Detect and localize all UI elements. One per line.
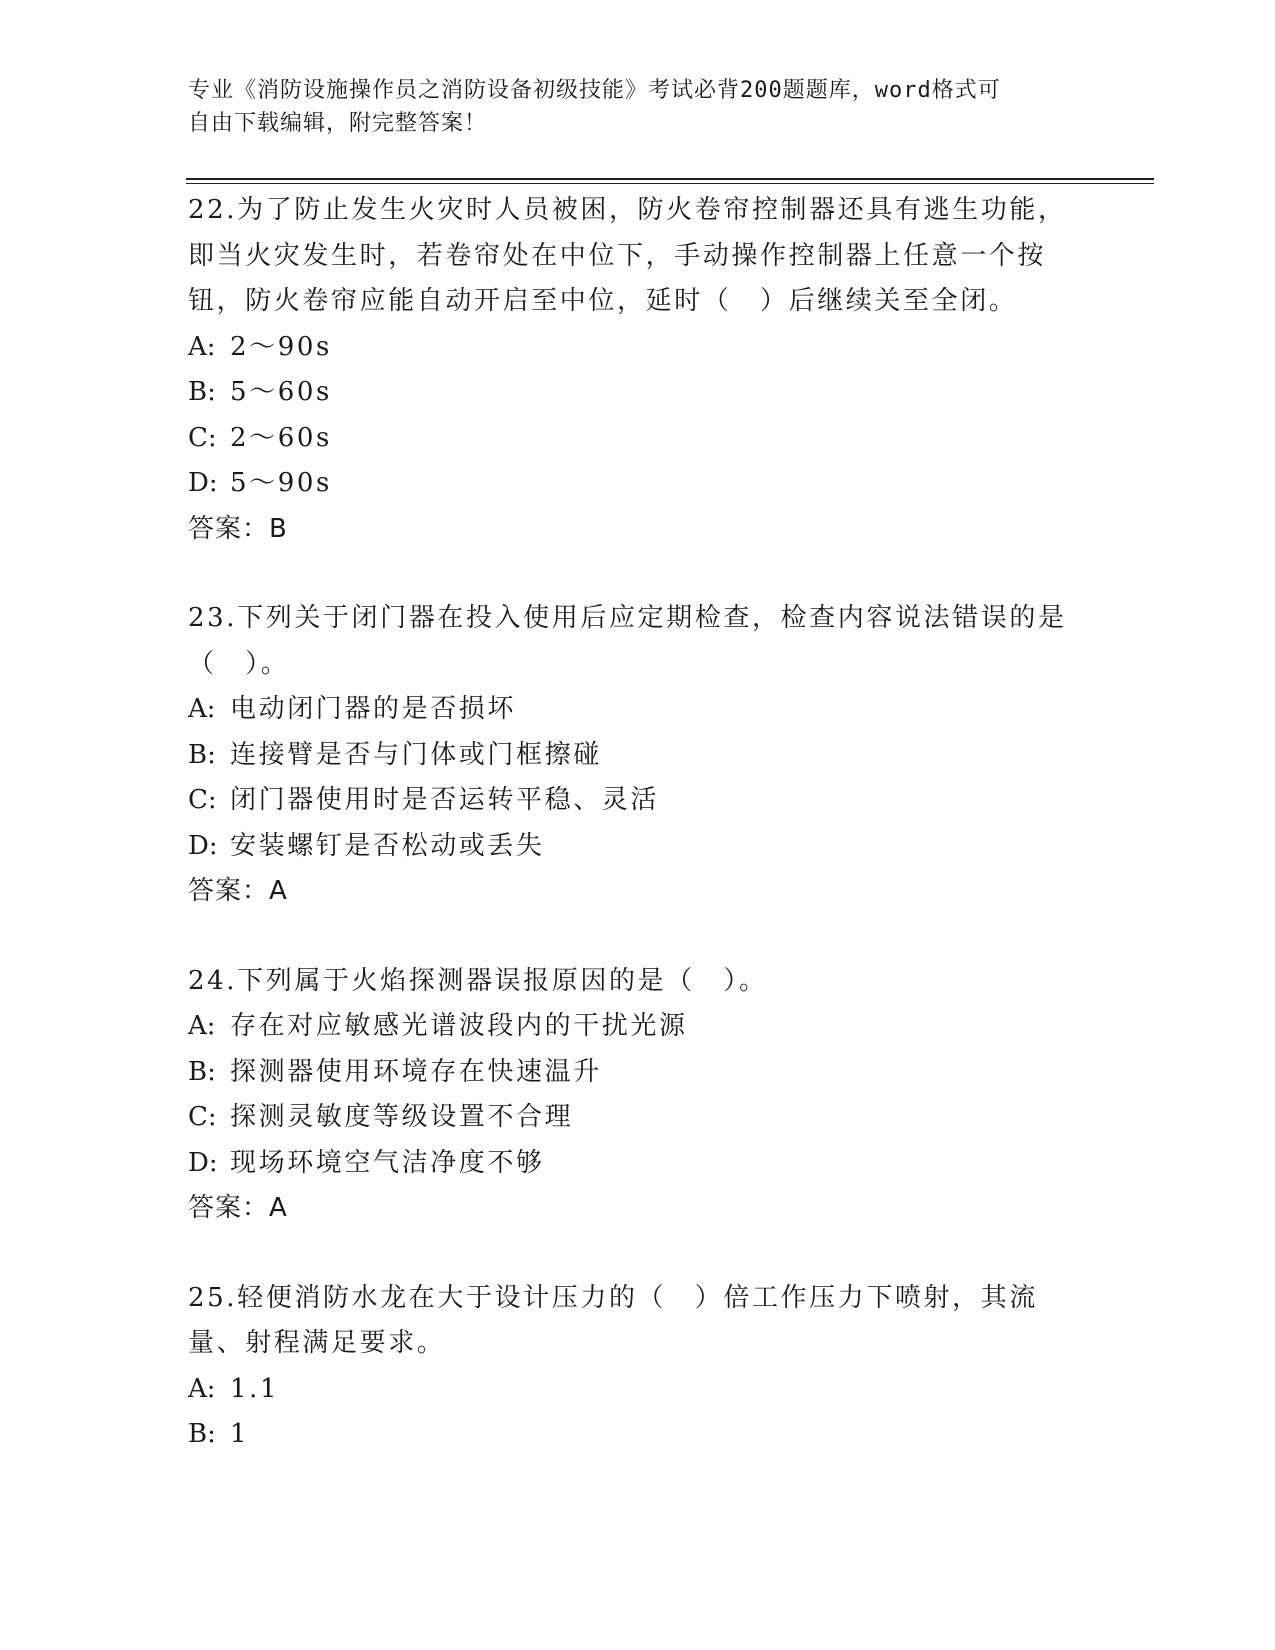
document-header xyxy=(188,74,1088,140)
option-a xyxy=(188,687,1088,733)
option-key: A: xyxy=(188,694,216,724)
option-a xyxy=(188,1367,1088,1413)
option-c xyxy=(188,778,1088,824)
option-text: 连接臂是否与门体或门框擦碰 xyxy=(230,739,602,770)
option-key: C: xyxy=(188,785,217,815)
option-text: 2～90s xyxy=(230,331,332,362)
option-key: B: xyxy=(188,377,216,407)
option-text: 闭门器使用时是否运转平稳、灵活 xyxy=(230,785,660,815)
option-key: A: xyxy=(188,331,216,362)
question-stem: 25.轻便消防水龙在大于设计压力的（ ）倍工作压力下喷射，其流量、射程满足要求。 xyxy=(188,1282,1038,1358)
option-text: 1.1 xyxy=(230,1373,280,1404)
question-list xyxy=(188,188,1088,1502)
option-a xyxy=(188,1004,1088,1050)
answer-line: 答案：A xyxy=(188,1193,288,1223)
option-key: B: xyxy=(188,1056,216,1087)
question-22 xyxy=(188,188,1088,552)
option-text: 1 xyxy=(230,1419,250,1449)
option-b xyxy=(188,733,1088,779)
header-divider-thick xyxy=(186,178,1154,180)
option-text: 5～90s xyxy=(230,468,332,498)
option-text: 探测器使用环境存在快速温升 xyxy=(230,1056,602,1087)
option-text: 安装螺钉是否松动或丢失 xyxy=(230,830,545,861)
option-b xyxy=(188,370,1088,416)
header-divider-thin xyxy=(186,183,1154,184)
option-key: C: xyxy=(188,1102,217,1132)
option-text: 存在对应敏感光谱波段内的干扰光源 xyxy=(230,1011,688,1041)
option-c xyxy=(188,416,1088,462)
option-text: 现场环境空气洁净度不够 xyxy=(230,1147,545,1178)
question-stem: 23.下列关于闭门器在投入使用后应定期检查，检查内容说法错误的是（ ）。 xyxy=(188,603,1067,679)
option-b xyxy=(188,1412,1088,1458)
question-23 xyxy=(188,596,1088,915)
option-a xyxy=(188,325,1088,371)
option-d xyxy=(188,461,1088,507)
option-key: B: xyxy=(188,1419,216,1449)
header-line-2: 自由下载编辑，附完整答案！ xyxy=(188,111,488,136)
option-key: B: xyxy=(188,739,216,770)
option-d xyxy=(188,824,1088,870)
option-c xyxy=(188,1095,1088,1141)
option-text: 探测灵敏度等级设置不合理 xyxy=(230,1102,574,1132)
option-d xyxy=(188,1141,1088,1187)
option-b xyxy=(188,1050,1088,1096)
question-stem: 24.下列属于火焰探测器误报原因的是（ ）。 xyxy=(188,965,768,996)
option-key: D: xyxy=(188,1147,218,1178)
option-key: A: xyxy=(188,1373,216,1404)
answer-line: 答案：A xyxy=(188,876,288,906)
option-key: C: xyxy=(188,422,217,453)
option-key: D: xyxy=(188,468,218,498)
answer-line: 答案：B xyxy=(188,513,288,544)
header-line-1: 专业《消防设施操作员之消防设备初级技能》考试必背200题题库，word格式可 xyxy=(188,78,1001,103)
question-24 xyxy=(188,959,1088,1232)
question-stem: 22.为了防止发生火灾时人员被困，防火卷帘控制器还具有逃生功能，即当火灾发生时，若卷帘处在中位下，手动操作控制器上任意一个按钮，防火卷帘应能自动开启至中位，延时（ ）后继续关至全闭。 xyxy=(188,195,1067,316)
option-key: A: xyxy=(188,1011,216,1041)
option-key: D: xyxy=(188,830,218,861)
question-25 xyxy=(188,1276,1088,1458)
option-text: 2～60s xyxy=(230,422,332,453)
option-text: 5～60s xyxy=(230,377,332,407)
option-text: 电动闭门器的是否损坏 xyxy=(230,694,517,724)
